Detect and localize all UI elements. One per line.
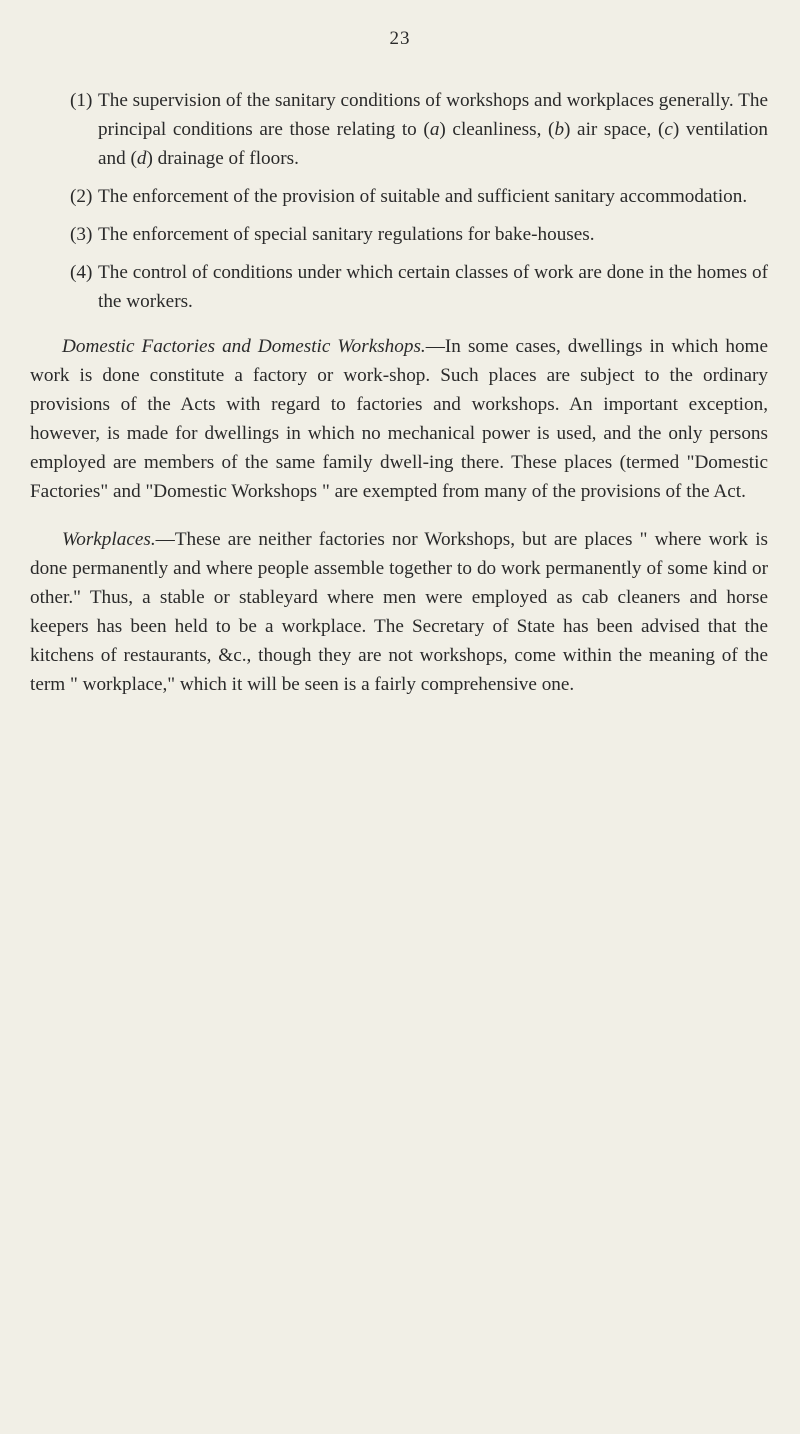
paragraph-heading: Workplaces. <box>62 529 156 551</box>
list-text: The enforcement of the provision of suitable and sufficient sanitary accommodation. <box>98 186 748 207</box>
list-marker-b: b <box>554 119 565 140</box>
list-number: (4) <box>70 262 93 283</box>
paragraph-heading: Domestic Factories and Domestic Workshops. <box>62 336 426 357</box>
list-text: The supervision of the sanitary conditions of workshops and workplaces generally. The principal conditions are those relating to (a) cleanliness, (b) air space, (c) ventilation and (d) drainage of floors. <box>98 90 768 169</box>
page-number: 23 <box>389 28 411 49</box>
document-body <box>30 86 768 718</box>
list-number: (1) <box>70 90 93 111</box>
list-marker-a: a <box>429 119 440 140</box>
list-item-1 <box>30 86 768 173</box>
list-text: The enforcement of special sanitary regulations for bake-houses. <box>98 224 595 245</box>
list-text: The control of conditions under which certain classes of work are done in the homes of the workers. <box>98 262 768 312</box>
list-marker-c: c <box>664 119 673 140</box>
list-marker-d: d <box>136 148 147 169</box>
paragraph-text: —These are neither factories nor Workshops, but are places " where work is done permanently and where people assemble together to do work permanently of some kind or other." Thus, a stable or stableyard where men were employed as cab cleaners and horse keepers has been held to be a workplace. The Secretary of State has been advised that the kitchens of restaurants, &c., though they are not workshops, come within the meaning of the term " workplace," which it will be seen is a fairly comprehensive one. <box>30 529 768 696</box>
paragraph-domestic-factories <box>30 332 768 506</box>
paragraph-text: —In some cases, dwellings in which home work is done constitute a factory or work-shop. Such places are subject to the ordinary provisions of the Acts with regard to factories and workshops. An important exception, however, is made for dwellings in which no mechanical power is used, and the only persons employed are members of the same family dwell-ing there. These places (termed "Domestic Factories" and "Domestic Workshops " are exempted from many of the provisions of the Act. <box>30 336 768 502</box>
list-item-4 <box>30 258 768 316</box>
list-item-3 <box>30 220 768 249</box>
paragraph-workplaces <box>30 525 768 699</box>
list-number: (2) <box>70 186 93 207</box>
list-number: (3) <box>70 224 93 245</box>
list-item-2 <box>30 182 768 211</box>
